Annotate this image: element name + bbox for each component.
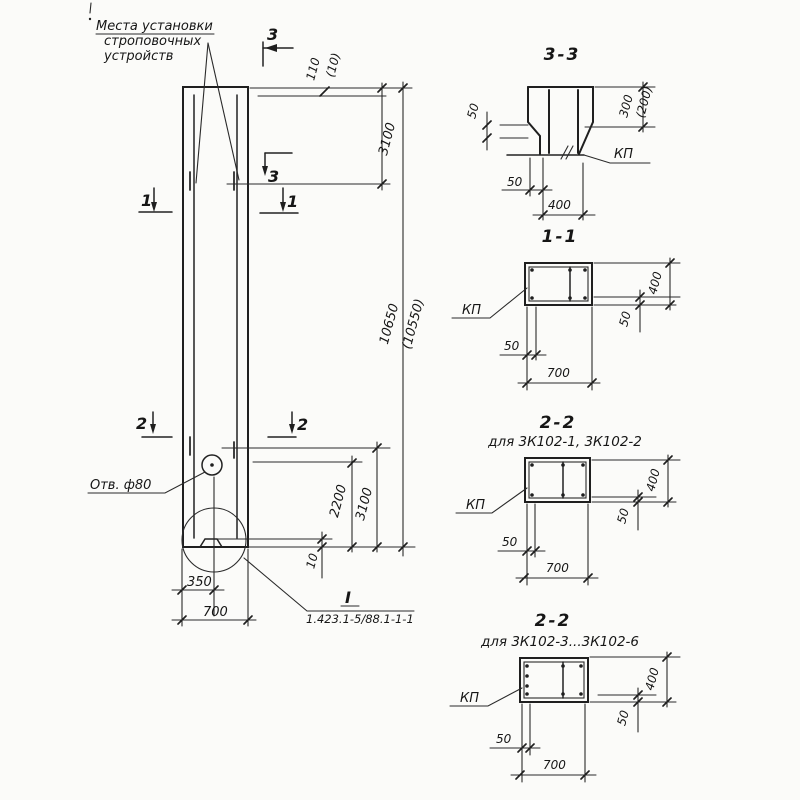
lifting-note-line3: устройств	[104, 49, 174, 64]
section-1-1-title: 1-1	[541, 227, 579, 247]
dim-50-left-3-3: 50	[464, 101, 482, 121]
detail-reference: 1.423.1-5/88.1-1-1	[306, 612, 414, 626]
kp-label-2-2b: КП	[460, 691, 480, 706]
dim-3100-bot: 3100	[353, 486, 377, 523]
dim-110: 110	[303, 56, 323, 82]
section-2-2-b	[450, 611, 680, 782]
kp-label-2-2a: КП	[466, 498, 486, 513]
section-2-2a-subtitle: для 3К102-1, 3К102-2	[488, 434, 642, 450]
break-symbol	[561, 146, 573, 159]
dim-10650: 10650	[377, 302, 403, 347]
dim-50-bot-2-2b: 50	[496, 732, 512, 746]
dim-700-2-2a: 700	[546, 561, 569, 575]
detail-mark-label: I	[345, 588, 351, 607]
dim-10: 10	[303, 551, 321, 571]
dim-400-3-3: 400	[548, 198, 571, 212]
section-3-3	[464, 45, 655, 220]
dim-3100-top: 3100	[376, 121, 400, 158]
bottom-hole	[200, 539, 222, 547]
mark-2-left-label: 2	[136, 414, 148, 433]
hole-label: Отв. ф80	[90, 478, 152, 493]
dim-10-alt: (10)	[323, 51, 344, 79]
mark-1-right-label: 1	[287, 192, 299, 211]
dim-300-3-3: 300	[616, 93, 636, 119]
section-mark-3-top	[263, 42, 293, 66]
section-mark-2-right	[268, 412, 296, 437]
lifting-note-line1: Места установки	[96, 19, 213, 34]
dim-50-right-1-1: 50	[616, 309, 634, 329]
dim-2200: 2200	[327, 483, 351, 520]
dim-350: 350	[187, 575, 212, 590]
lifting-note-line2: строповочных	[104, 34, 202, 49]
dim-400-2-2a: 400	[643, 467, 663, 493]
section-2-2b-subtitle: для 3К102-3...3К102-6	[480, 634, 640, 650]
section-2-2b-title: 2-2	[534, 611, 572, 631]
dim-50-right-2-2a: 50	[614, 506, 632, 526]
kp-label-1-1: КП	[462, 303, 482, 318]
mark-3-mid-label: 3	[268, 167, 280, 186]
dim-50-right-2-2b: 50	[614, 708, 632, 728]
dim-50-bot-1-1: 50	[504, 339, 520, 353]
dim-200-alt-3-3: (200)	[633, 84, 656, 120]
column-elevation-view	[88, 19, 428, 626]
dim-50-bot-3-3: 50	[507, 175, 523, 189]
mark-2-right-label: 2	[297, 415, 309, 434]
dim-400-1-1: 400	[645, 270, 665, 296]
dim-50-bot-2-2a: 50	[502, 535, 518, 549]
note-leader	[208, 43, 239, 180]
kp-label-3-3: КП	[614, 147, 634, 162]
note-leader	[196, 43, 208, 183]
mark-1-left-label: 1	[141, 191, 153, 210]
section-1-1	[452, 227, 680, 390]
dim-10550-alt: (10550)	[399, 297, 428, 351]
scan-artifact	[89, 3, 91, 20]
mark-3-top-label: 3	[267, 25, 279, 44]
dim-700-main: 700	[203, 605, 228, 620]
dim-700-1-1: 700	[547, 366, 570, 380]
section-2-2a-title: 2-2	[539, 413, 577, 433]
dim-400-2-2b: 400	[642, 666, 662, 692]
section-2-2-a	[456, 413, 680, 585]
section-3-3-title: 3-3	[543, 45, 581, 65]
dim-700-2-2b: 700	[543, 758, 566, 772]
